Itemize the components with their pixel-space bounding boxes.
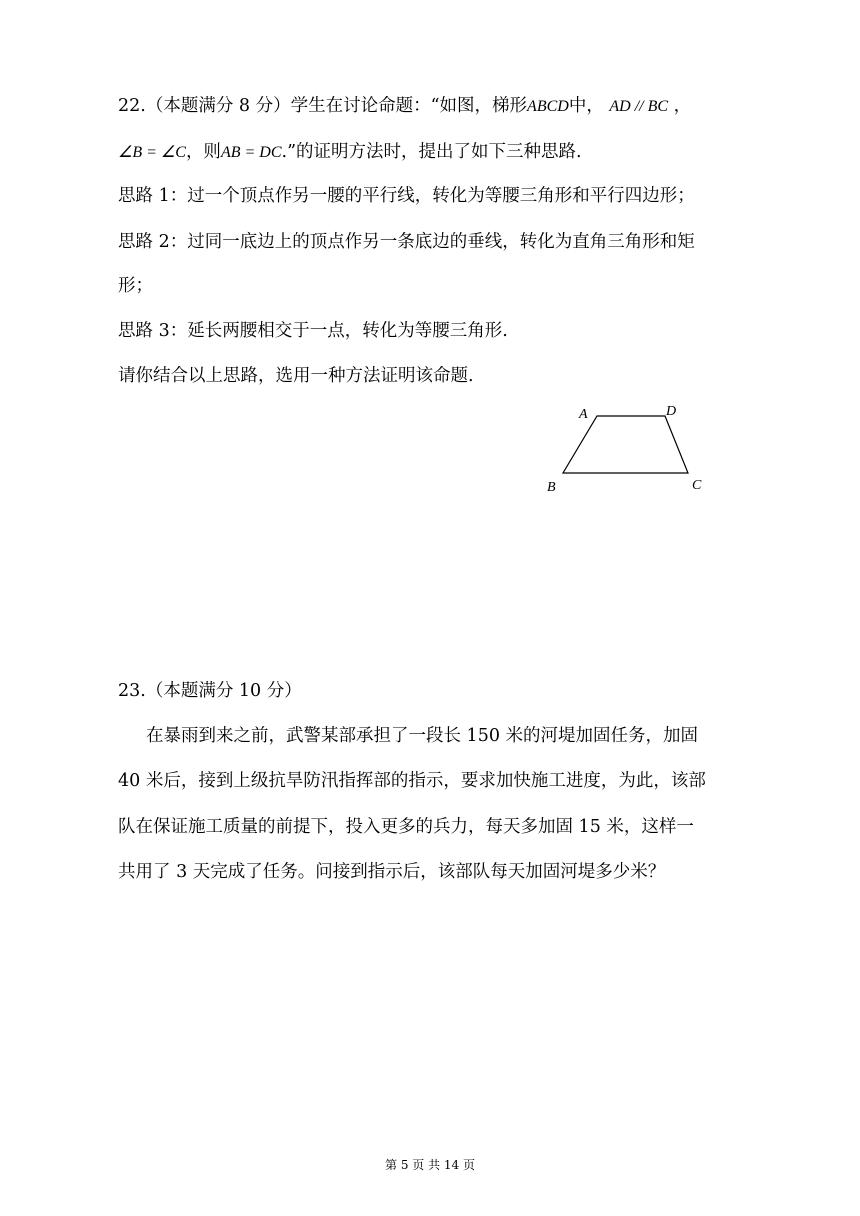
equal-legs-conclusion: AB = DC bbox=[220, 144, 282, 161]
q22-line-1 bbox=[118, 95, 691, 118]
q22-line-2 bbox=[118, 141, 582, 164]
idea-1: 思路 1：过一个顶点作另一腰的平行线，转化为等腰三角形和平行四边形； bbox=[118, 186, 695, 206]
vertex-label-a: A bbox=[579, 407, 588, 422]
idea-3: 思路 3：延长两腰相交于一点，转化为等腰三角形. bbox=[118, 321, 508, 341]
vertex-label-b: B bbox=[547, 480, 556, 495]
page-footer: 第 5 页 共 14 页 bbox=[385, 1158, 475, 1172]
q23-paragraph-line-2: 40 米后，接到上级抗旱防汛指挥部的指示，要求加快施工进度，为此，该部 bbox=[118, 771, 706, 791]
q22-zhong: 中， bbox=[568, 96, 604, 116]
trapezoid-figure bbox=[530, 395, 730, 505]
q23-paragraph-line-4: 共用了 3 天完成了任务。问接到指示后，该部队每天加固河堤多少米？ bbox=[118, 862, 666, 882]
q22-intro: 22.（本题满分 8 分）学生在讨论命题：“如图，梯形 bbox=[118, 96, 528, 116]
trapezoid-name: ABCD bbox=[527, 98, 569, 115]
q22-instruction: 请你结合以上思路，选用一种方法证明该命题. bbox=[118, 366, 474, 386]
angle-condition: ∠B = ∠C bbox=[118, 144, 186, 161]
q22-then: ，则 bbox=[185, 142, 221, 162]
vertex-label-d: D bbox=[666, 404, 677, 419]
q23-paragraph-line-3: 队在保证施工质量的前提下，投入更多的兵力，每天多加固 15 米，这样一 bbox=[118, 817, 694, 837]
parallel-condition: AD // BC bbox=[609, 98, 669, 115]
q22-line2-suffix: .”的证明方法时，提出了如下三种思路. bbox=[281, 142, 582, 162]
vertex-label-c: C bbox=[692, 478, 702, 493]
idea-2-continued: 形； bbox=[118, 276, 153, 296]
q23-paragraph-line-1: 在暴雨到来之前，武警某部承担了一段长 150 米的河堤加固任务，加固 bbox=[146, 726, 699, 746]
trapezoid-shape bbox=[563, 416, 688, 473]
q23-header: 23.（本题满分 10 分） bbox=[118, 681, 302, 701]
q22-comma: ， bbox=[673, 96, 692, 116]
idea-2: 思路 2：过同一底边上的顶点作另一条底边的垂线，转化为直角三角形和矩 bbox=[118, 232, 695, 252]
